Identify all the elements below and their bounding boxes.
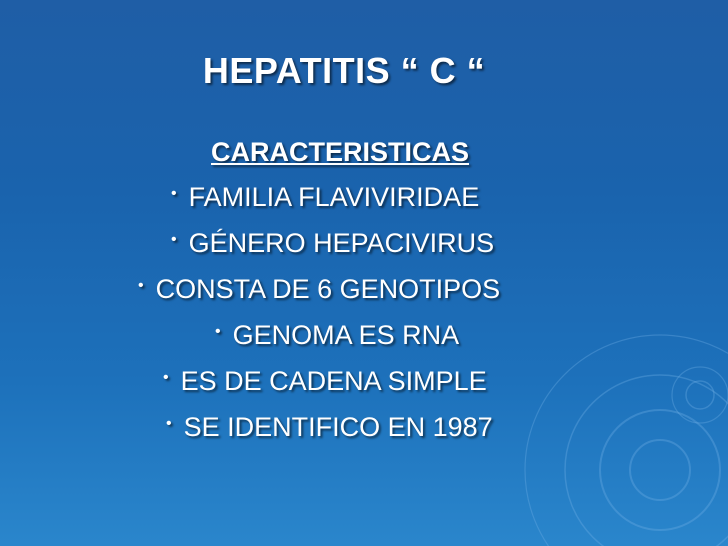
slide-title: HEPATITIS “ C “	[202, 50, 486, 91]
bullet-icon: •	[163, 369, 169, 386]
bullet-icon: •	[215, 323, 221, 340]
bullet-icon: •	[171, 231, 177, 248]
bullet-icon: •	[166, 415, 172, 432]
bullet-icon: •	[171, 185, 177, 202]
bullet-icon: •	[138, 277, 144, 294]
slide: HEPATITIS “ C “ CARACTERISTICAS • FAMILIA FLAVIVIRIDAE • GÉNERO HEPACIVIRUS • CONSTA DE 6 GENOTIPOS • GENOMA ES RNA • ES DE CADENA SIMPLE • SE IDENTIFICO EN 1987	[0, 0, 728, 546]
